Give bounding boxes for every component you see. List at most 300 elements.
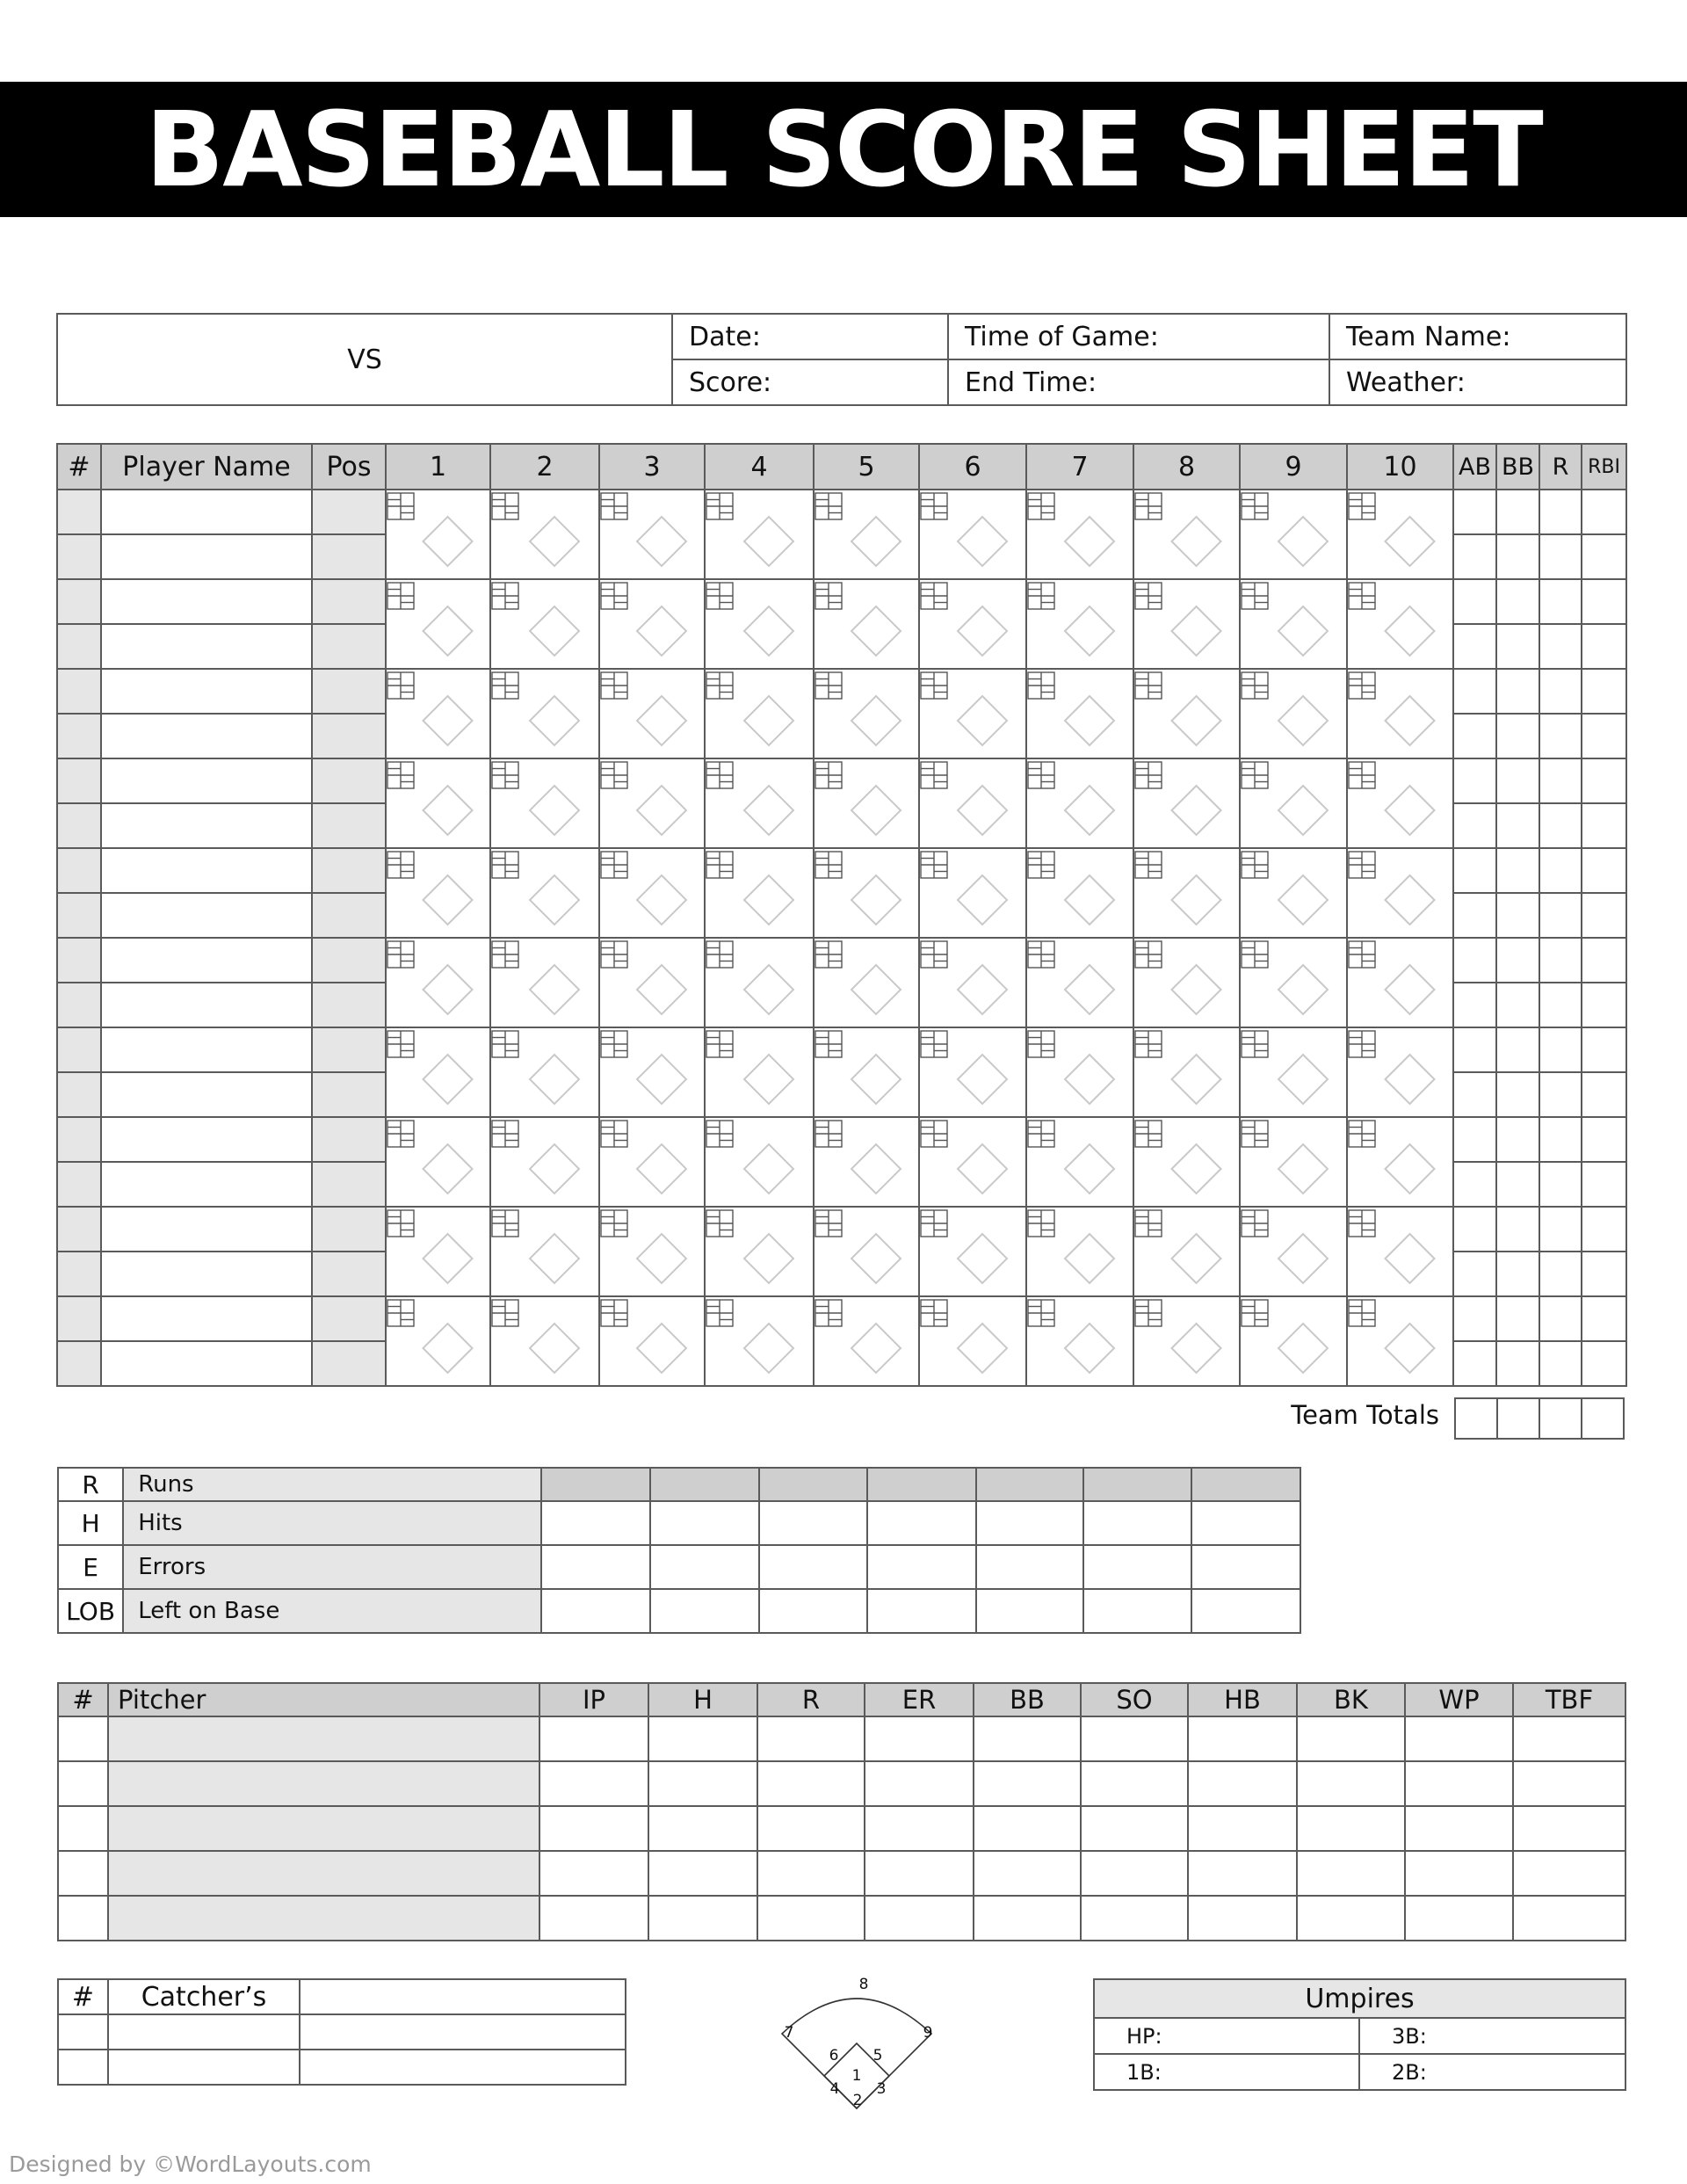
bb-cell[interactable] [1496,1117,1539,1162]
rbi-cell[interactable] [1582,1027,1626,1072]
at-bat-box[interactable] [599,1027,705,1117]
pitcher-stat-cell[interactable] [58,1896,108,1941]
pitcher-stat-cell[interactable] [1188,1806,1297,1851]
total-rbi-cell[interactable] [1582,1398,1624,1439]
at-bat-box[interactable] [1347,579,1453,669]
r-cell[interactable] [1539,624,1582,669]
at-bat-box[interactable] [1026,579,1133,669]
at-bat-box[interactable] [1133,490,1240,579]
player-pos-cell[interactable] [312,1341,386,1386]
rbi-cell[interactable] [1582,669,1626,714]
pitcher-stat-cell[interactable] [1297,1806,1405,1851]
at-bat-box[interactable] [599,490,705,579]
at-bat-box[interactable] [1133,758,1240,848]
summary-cell[interactable] [867,1589,976,1633]
pitcher-stat-cell[interactable] [1188,1761,1297,1806]
player-pos-cell[interactable] [312,490,386,534]
ab-cell[interactable] [1453,758,1496,803]
at-bat-box[interactable] [814,848,919,938]
player-number-cell[interactable] [57,983,101,1027]
at-bat-box[interactable] [490,1117,599,1207]
at-bat-box[interactable] [705,669,814,758]
bb-cell[interactable] [1496,758,1539,803]
at-bat-box[interactable] [386,490,490,579]
summary-cell[interactable] [1191,1501,1300,1545]
summary-cell[interactable] [976,1501,1083,1545]
at-bat-box[interactable] [490,848,599,938]
r-cell[interactable] [1539,893,1582,938]
player-pos-cell[interactable] [312,938,386,983]
bb-cell[interactable] [1496,1296,1539,1341]
player-pos-cell[interactable] [312,758,386,803]
pitcher-stat-cell[interactable] [1405,1716,1513,1761]
player-name-cell[interactable] [101,1162,312,1207]
at-bat-box[interactable] [1347,1117,1453,1207]
umpire-3b-field[interactable]: 3B: [1359,2018,1625,2054]
at-bat-box[interactable] [490,669,599,758]
player-number-cell[interactable] [57,803,101,848]
pitcher-stat-cell[interactable] [539,1761,648,1806]
r-cell[interactable] [1539,1027,1582,1072]
at-bat-box[interactable] [599,1207,705,1296]
at-bat-box[interactable] [919,758,1026,848]
ab-cell[interactable] [1453,1162,1496,1207]
pitcher-stat-cell[interactable] [1405,1896,1513,1941]
at-bat-box[interactable] [705,938,814,1027]
player-pos-cell[interactable] [312,1296,386,1341]
pitcher-stat-cell[interactable] [58,1761,108,1806]
at-bat-box[interactable] [1240,1296,1347,1386]
ab-cell[interactable] [1453,893,1496,938]
player-name-cell[interactable] [101,893,312,938]
pitcher-stat-cell[interactable] [1513,1851,1625,1896]
ab-cell[interactable] [1453,1117,1496,1162]
at-bat-box[interactable] [1026,1027,1133,1117]
player-pos-cell[interactable] [312,1072,386,1117]
pitcher-stat-cell[interactable] [1513,1761,1625,1806]
catcher-cell[interactable] [300,1979,626,2014]
at-bat-box[interactable] [599,938,705,1027]
player-number-cell[interactable] [57,938,101,983]
pitcher-stat-cell[interactable] [1081,1716,1188,1761]
at-bat-box[interactable] [705,848,814,938]
at-bat-box[interactable] [1026,758,1133,848]
player-name-cell[interactable] [101,938,312,983]
r-cell[interactable] [1539,1252,1582,1296]
at-bat-box[interactable] [705,579,814,669]
r-cell[interactable] [1539,490,1582,534]
at-bat-box[interactable] [490,758,599,848]
pitcher-stat-cell[interactable] [865,1851,974,1896]
player-name-cell[interactable] [101,1341,312,1386]
at-bat-box[interactable] [1240,490,1347,579]
pitcher-stat-cell[interactable] [974,1851,1081,1896]
player-name-cell[interactable] [101,490,312,534]
at-bat-box[interactable] [919,848,1026,938]
ab-cell[interactable] [1453,1207,1496,1252]
rbi-cell[interactable] [1582,983,1626,1027]
ab-cell[interactable] [1453,490,1496,534]
at-bat-box[interactable] [814,579,919,669]
pitcher-stat-cell[interactable] [974,1761,1081,1806]
umpire-2b-field[interactable]: 2B: [1359,2054,1625,2090]
at-bat-box[interactable] [919,490,1026,579]
bb-cell[interactable] [1496,534,1539,579]
bb-cell[interactable] [1496,714,1539,758]
bb-cell[interactable] [1496,803,1539,848]
at-bat-box[interactable] [919,1296,1026,1386]
at-bat-box[interactable] [1026,490,1133,579]
bb-cell[interactable] [1496,1162,1539,1207]
bb-cell[interactable] [1496,938,1539,983]
pitcher-stat-cell[interactable] [757,1851,865,1896]
r-cell[interactable] [1539,579,1582,624]
pitcher-stat-cell[interactable] [539,1806,648,1851]
at-bat-box[interactable] [705,1296,814,1386]
pitcher-stat-cell[interactable] [757,1761,865,1806]
rbi-cell[interactable] [1582,534,1626,579]
at-bat-box[interactable] [814,669,919,758]
player-name-cell[interactable] [101,1207,312,1252]
player-pos-cell[interactable] [312,983,386,1027]
r-cell[interactable] [1539,848,1582,893]
summary-cell[interactable] [867,1545,976,1589]
r-cell[interactable] [1539,758,1582,803]
at-bat-box[interactable] [919,1207,1026,1296]
pitcher-stat-cell[interactable] [1081,1761,1188,1806]
at-bat-box[interactable] [814,490,919,579]
pitcher-stat-cell[interactable] [1188,1716,1297,1761]
vs-field[interactable] [57,314,672,405]
pitcher-stat-cell[interactable] [757,1716,865,1761]
player-pos-cell[interactable] [312,624,386,669]
at-bat-box[interactable] [814,938,919,1027]
player-name-cell[interactable] [101,1252,312,1296]
at-bat-box[interactable] [1240,1207,1347,1296]
summary-cell[interactable] [867,1501,976,1545]
r-cell[interactable] [1539,1117,1582,1162]
at-bat-box[interactable] [386,1207,490,1296]
player-number-cell[interactable] [57,893,101,938]
at-bat-box[interactable] [1347,848,1453,938]
ab-cell[interactable] [1453,1341,1496,1386]
summary-cell[interactable] [1191,1589,1300,1633]
pitcher-stat-cell[interactable] [58,1851,108,1896]
pitcher-name-cell[interactable] [108,1851,539,1896]
at-bat-box[interactable] [386,1296,490,1386]
ab-cell[interactable] [1453,983,1496,1027]
rbi-cell[interactable] [1582,490,1626,534]
pitcher-stat-cell[interactable] [1081,1896,1188,1941]
catcher-cell[interactable] [108,2050,300,2085]
summary-cell[interactable] [650,1589,759,1633]
total-bb-cell[interactable] [1497,1398,1539,1439]
player-name-cell[interactable] [101,848,312,893]
end-time-field[interactable]: End Time: [948,359,1329,405]
at-bat-box[interactable] [919,938,1026,1027]
pitcher-name-cell[interactable] [108,1716,539,1761]
player-number-cell[interactable] [57,1072,101,1117]
pitcher-stat-cell[interactable] [648,1716,757,1761]
bb-cell[interactable] [1496,983,1539,1027]
player-number-cell[interactable] [57,758,101,803]
summary-cell[interactable] [541,1545,650,1589]
pitcher-stat-cell[interactable] [1297,1761,1405,1806]
at-bat-box[interactable] [1347,490,1453,579]
at-bat-box[interactable] [1240,669,1347,758]
pitcher-stat-cell[interactable] [757,1896,865,1941]
player-name-cell[interactable] [101,1296,312,1341]
pitcher-stat-cell[interactable] [58,1716,108,1761]
rbi-cell[interactable] [1582,848,1626,893]
player-number-cell[interactable] [57,534,101,579]
at-bat-box[interactable] [814,758,919,848]
rbi-cell[interactable] [1582,893,1626,938]
player-name-cell[interactable] [101,1027,312,1072]
pitcher-stat-cell[interactable] [648,1761,757,1806]
pitcher-stat-cell[interactable] [1297,1851,1405,1896]
catcher-cell[interactable] [58,2050,108,2085]
player-pos-cell[interactable] [312,669,386,714]
pitcher-stat-cell[interactable] [1405,1761,1513,1806]
pitcher-stat-cell[interactable] [539,1851,648,1896]
ab-cell[interactable] [1453,1296,1496,1341]
ab-cell[interactable] [1453,1027,1496,1072]
rbi-cell[interactable] [1582,1162,1626,1207]
at-bat-box[interactable] [1347,938,1453,1027]
at-bat-box[interactable] [1026,938,1133,1027]
player-name-cell[interactable] [101,758,312,803]
at-bat-box[interactable] [599,579,705,669]
pitcher-name-cell[interactable] [108,1806,539,1851]
player-pos-cell[interactable] [312,893,386,938]
pitcher-stat-cell[interactable] [757,1806,865,1851]
player-name-cell[interactable] [101,669,312,714]
r-cell[interactable] [1539,803,1582,848]
at-bat-box[interactable] [919,669,1026,758]
at-bat-box[interactable] [1133,1296,1240,1386]
r-cell[interactable] [1539,938,1582,983]
at-bat-box[interactable] [490,1296,599,1386]
at-bat-box[interactable] [1240,758,1347,848]
at-bat-box[interactable] [1133,669,1240,758]
pitcher-stat-cell[interactable] [1081,1806,1188,1851]
rbi-cell[interactable] [1582,1207,1626,1252]
at-bat-box[interactable] [1026,848,1133,938]
bb-cell[interactable] [1496,1207,1539,1252]
at-bat-box[interactable] [599,1296,705,1386]
at-bat-box[interactable] [705,1027,814,1117]
summary-cell[interactable] [1083,1545,1191,1589]
at-bat-box[interactable] [1133,1207,1240,1296]
at-bat-box[interactable] [1240,938,1347,1027]
at-bat-box[interactable] [386,669,490,758]
summary-cell[interactable] [650,1501,759,1545]
at-bat-box[interactable] [599,848,705,938]
player-pos-cell[interactable] [312,579,386,624]
player-name-cell[interactable] [101,983,312,1027]
at-bat-box[interactable] [1133,1117,1240,1207]
ab-cell[interactable] [1453,1072,1496,1117]
at-bat-box[interactable] [1133,938,1240,1027]
player-number-cell[interactable] [57,1027,101,1072]
at-bat-box[interactable] [1347,669,1453,758]
rbi-cell[interactable] [1582,1296,1626,1341]
pitcher-stat-cell[interactable] [1405,1806,1513,1851]
at-bat-box[interactable] [386,579,490,669]
player-name-cell[interactable] [101,1072,312,1117]
player-pos-cell[interactable] [312,1027,386,1072]
summary-cell[interactable] [759,1589,866,1633]
player-pos-cell[interactable] [312,534,386,579]
player-pos-cell[interactable] [312,1207,386,1252]
at-bat-box[interactable] [599,1117,705,1207]
r-cell[interactable] [1539,1341,1582,1386]
at-bat-box[interactable] [490,938,599,1027]
summary-cell[interactable] [1083,1589,1191,1633]
pitcher-stat-cell[interactable] [1513,1806,1625,1851]
player-number-cell[interactable] [57,669,101,714]
ab-cell[interactable] [1453,714,1496,758]
at-bat-box[interactable] [599,758,705,848]
ab-cell[interactable] [1453,579,1496,624]
umpire-hp-field[interactable]: HP: [1094,2018,1359,2054]
summary-cell[interactable] [541,1589,650,1633]
bb-cell[interactable] [1496,1341,1539,1386]
at-bat-box[interactable] [1133,1027,1240,1117]
team-name-field[interactable]: Team Name: [1329,314,1626,359]
pitcher-stat-cell[interactable] [1513,1716,1625,1761]
pitcher-stat-cell[interactable] [974,1896,1081,1941]
at-bat-box[interactable] [490,490,599,579]
at-bat-box[interactable] [386,758,490,848]
bb-cell[interactable] [1496,893,1539,938]
player-name-cell[interactable] [101,803,312,848]
rbi-cell[interactable] [1582,938,1626,983]
at-bat-box[interactable] [1240,848,1347,938]
at-bat-box[interactable] [490,579,599,669]
ab-cell[interactable] [1453,938,1496,983]
at-bat-box[interactable] [705,758,814,848]
pitcher-stat-cell[interactable] [648,1806,757,1851]
bb-cell[interactable] [1496,490,1539,534]
ab-cell[interactable] [1453,669,1496,714]
summary-cell[interactable] [1083,1468,1191,1501]
rbi-cell[interactable] [1582,1117,1626,1162]
summary-cell[interactable] [976,1468,1083,1501]
pitcher-stat-cell[interactable] [974,1806,1081,1851]
player-number-cell[interactable] [57,1117,101,1162]
player-name-cell[interactable] [101,624,312,669]
bb-cell[interactable] [1496,848,1539,893]
player-name-cell[interactable] [101,1117,312,1162]
pitcher-stat-cell[interactable] [1297,1716,1405,1761]
pitcher-stat-cell[interactable] [539,1716,648,1761]
r-cell[interactable] [1539,983,1582,1027]
at-bat-box[interactable] [1026,1117,1133,1207]
at-bat-box[interactable] [599,669,705,758]
player-name-cell[interactable] [101,714,312,758]
player-name-cell[interactable] [101,534,312,579]
catcher-cell[interactable] [108,2014,300,2050]
bb-cell[interactable] [1496,1252,1539,1296]
pitcher-stat-cell[interactable] [648,1896,757,1941]
bb-cell[interactable] [1496,1027,1539,1072]
at-bat-box[interactable] [1133,579,1240,669]
at-bat-box[interactable] [705,1117,814,1207]
r-cell[interactable] [1539,1162,1582,1207]
pitcher-name-cell[interactable] [108,1896,539,1941]
summary-cell[interactable] [867,1468,976,1501]
at-bat-box[interactable] [490,1027,599,1117]
ab-cell[interactable] [1453,624,1496,669]
player-number-cell[interactable] [57,714,101,758]
rbi-cell[interactable] [1582,624,1626,669]
bb-cell[interactable] [1496,579,1539,624]
player-pos-cell[interactable] [312,1117,386,1162]
bb-cell[interactable] [1496,1072,1539,1117]
pitcher-stat-cell[interactable] [865,1761,974,1806]
summary-cell[interactable] [1191,1468,1300,1501]
total-ab-cell[interactable] [1455,1398,1497,1439]
r-cell[interactable] [1539,534,1582,579]
player-number-cell[interactable] [57,1162,101,1207]
pitcher-stat-cell[interactable] [58,1806,108,1851]
player-number-cell[interactable] [57,848,101,893]
r-cell[interactable] [1539,714,1582,758]
player-number-cell[interactable] [57,1207,101,1252]
ab-cell[interactable] [1453,1252,1496,1296]
at-bat-box[interactable] [919,1027,1026,1117]
score-field[interactable]: Score: [672,359,948,405]
at-bat-box[interactable] [1347,1207,1453,1296]
bb-cell[interactable] [1496,624,1539,669]
catcher-cell[interactable] [300,2014,626,2050]
player-pos-cell[interactable] [312,848,386,893]
at-bat-box[interactable] [1347,1027,1453,1117]
time-of-game-field[interactable]: Time of Game: [948,314,1329,359]
summary-cell[interactable] [650,1468,759,1501]
bb-cell[interactable] [1496,669,1539,714]
player-pos-cell[interactable] [312,803,386,848]
at-bat-box[interactable] [1240,1117,1347,1207]
at-bat-box[interactable] [1347,758,1453,848]
at-bat-box[interactable] [386,848,490,938]
pitcher-stat-cell[interactable] [865,1806,974,1851]
pitcher-stat-cell[interactable] [1188,1896,1297,1941]
summary-cell[interactable] [541,1468,650,1501]
weather-field[interactable]: Weather: [1329,359,1626,405]
pitcher-stat-cell[interactable] [1513,1896,1625,1941]
ab-cell[interactable] [1453,803,1496,848]
player-number-cell[interactable] [57,1341,101,1386]
at-bat-box[interactable] [386,1027,490,1117]
rbi-cell[interactable] [1582,1252,1626,1296]
rbi-cell[interactable] [1582,714,1626,758]
r-cell[interactable] [1539,669,1582,714]
at-bat-box[interactable] [919,579,1026,669]
rbi-cell[interactable] [1582,579,1626,624]
player-name-cell[interactable] [101,579,312,624]
catcher-cell[interactable] [300,2050,626,2085]
pitcher-stat-cell[interactable] [539,1896,648,1941]
at-bat-box[interactable] [1026,669,1133,758]
ab-cell[interactable] [1453,534,1496,579]
r-cell[interactable] [1539,1296,1582,1341]
pitcher-stat-cell[interactable] [1405,1851,1513,1896]
pitcher-name-cell[interactable] [108,1761,539,1806]
at-bat-box[interactable] [1026,1207,1133,1296]
